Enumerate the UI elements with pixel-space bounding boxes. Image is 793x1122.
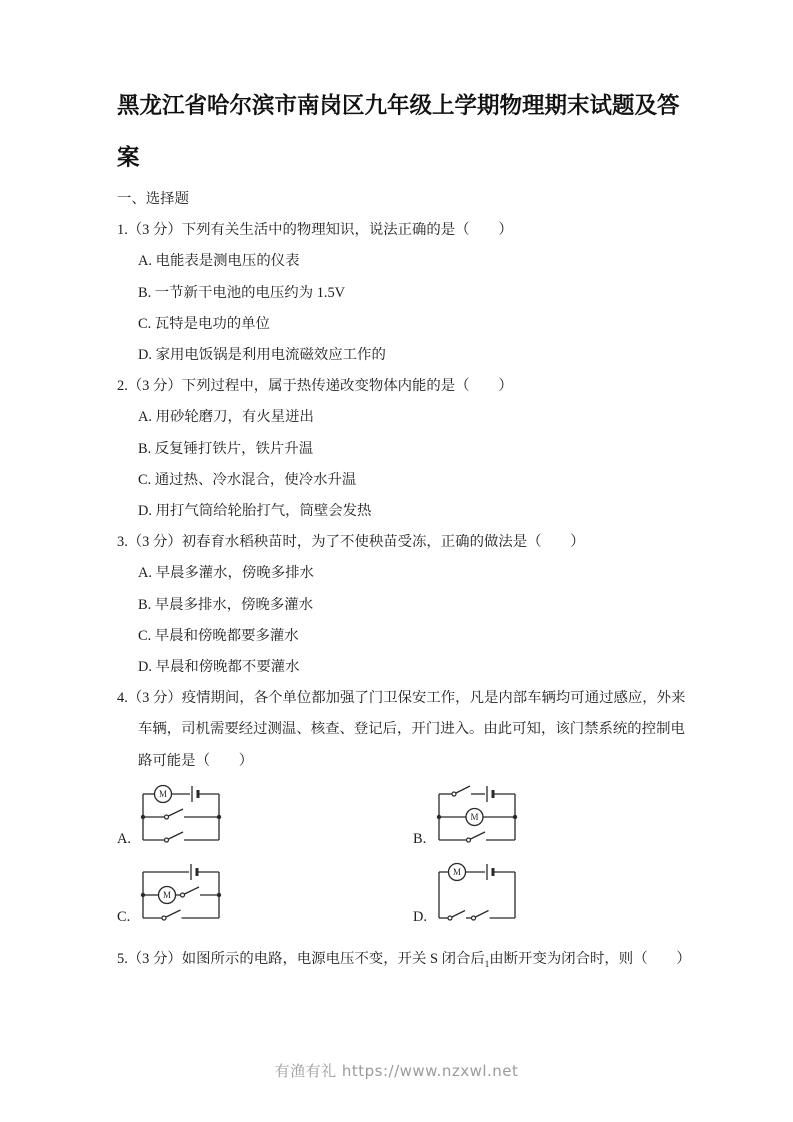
circuit-row-2 (117, 861, 695, 925)
question-3-option-b: B. 早晨多排水，傍晚多灌水 (138, 596, 314, 613)
wire-frame (439, 872, 515, 918)
question-1-option-c: C. 瓦特是电功的单位 (138, 315, 270, 332)
circuit-option-b (413, 783, 521, 847)
circuit-label-b: B. (413, 830, 427, 847)
question-1-option-a: A. 电能表是测电压的仪表 (138, 253, 300, 270)
question-3-option-d: D. 早晨和傍晚都不要灌水 (138, 659, 300, 676)
motor-icon (143, 785, 190, 802)
question-1 (117, 215, 695, 371)
circuit-diagram-a (137, 783, 225, 847)
question-1-stem: 1.（3 分）下列有关生活中的物理知识，说法正确的是（ ） (117, 222, 513, 239)
question-4-stem: 4.（3 分）疫情期间，各个单位都加强了门卫保安工作，凡是内部车辆均可通过感应，外来车辆，司机需要经过测温、核查、登记后，开门进入。由此可知，该门禁系统的控制电路可能是（ ） (117, 690, 686, 769)
section-heading: 一、选择题 (117, 191, 189, 207)
question-1-option-d: D. 家用电饭锅是利用电流磁效应工作的 (138, 347, 386, 364)
question-3-stem: 3.（3 分）初春育水稻秧苗时，为了不使秧苗受冻，正确的做法是（ ） (117, 534, 585, 551)
question-5-stem (117, 944, 695, 980)
switch-icon (439, 832, 515, 842)
circuit-label-c: C. (117, 908, 131, 925)
question-5 (117, 944, 695, 980)
switch-icon (439, 910, 471, 920)
switch-icon (143, 832, 219, 842)
circuit-diagram-b (433, 783, 521, 847)
motor-icon (437, 808, 517, 825)
question-3-option-a: A. 早晨多灌水，傍晚多排水 (138, 565, 314, 582)
switch-icon (181, 887, 220, 897)
circuit-options (117, 783, 695, 925)
circuit-diagram-d (433, 861, 521, 925)
battery-icon (143, 864, 219, 880)
circuit-row-1 (117, 783, 695, 847)
svg-text:M: M (158, 789, 168, 800)
question-1-option-b: B. 一节新干电池的电压约为 1.5V (138, 284, 346, 301)
exam-content (117, 80, 695, 980)
question-3 (117, 527, 695, 683)
circuit-label-a: A. (117, 830, 131, 847)
svg-text:M: M (452, 867, 462, 878)
question-4 (117, 683, 695, 925)
question-5-stem-post: 由断开变为闭合时，则（ ） (489, 950, 691, 967)
question-5-stem-pre: 5.（3 分）如图所示的电路，电源电压不变，开关 S 闭合后 (117, 950, 485, 967)
question-2-option-b: B. 反复锤打铁片，铁片升温 (138, 440, 314, 457)
switch-icon (141, 809, 221, 819)
switch-icon (143, 910, 219, 920)
question-2-option-d: D. 用打气筒给轮胎打气，筒壁会发热 (138, 503, 372, 520)
battery-icon (192, 786, 219, 802)
subscript-1: 1 (484, 958, 490, 969)
circuit-option-d (413, 861, 521, 925)
question-2 (117, 371, 695, 527)
footer-watermark: 有渔有礼 https://www.nzxwl.net (274, 1062, 519, 1080)
svg-text:M: M (162, 890, 172, 901)
circuit-diagram-c (137, 861, 225, 925)
page-title: 黑龙江省哈尔滨市南岗区九年级上学期物理期末试题及答案 (117, 93, 680, 171)
circuit-label-d: D. (413, 908, 427, 925)
question-2-stem: 2.（3 分）下列过程中，属于热传递改变物体内能的是（ ） (117, 378, 513, 395)
svg-text:M: M (470, 812, 479, 823)
circuit-option-c (117, 861, 413, 925)
switch-icon (439, 786, 485, 796)
question-3-option-c: C. 早晨和傍晚都要多灌水 (138, 627, 299, 644)
circuit-option-a (117, 783, 413, 847)
battery-icon (487, 786, 515, 802)
question-2-option-a: A. 用砂轮磨刀，有火星迸出 (138, 409, 314, 426)
question-2-option-c: C. 通过热、冷水混合，使冷水升温 (138, 471, 357, 488)
motor-icon (439, 863, 485, 880)
battery-icon (487, 864, 515, 880)
switch-icon (472, 910, 516, 920)
